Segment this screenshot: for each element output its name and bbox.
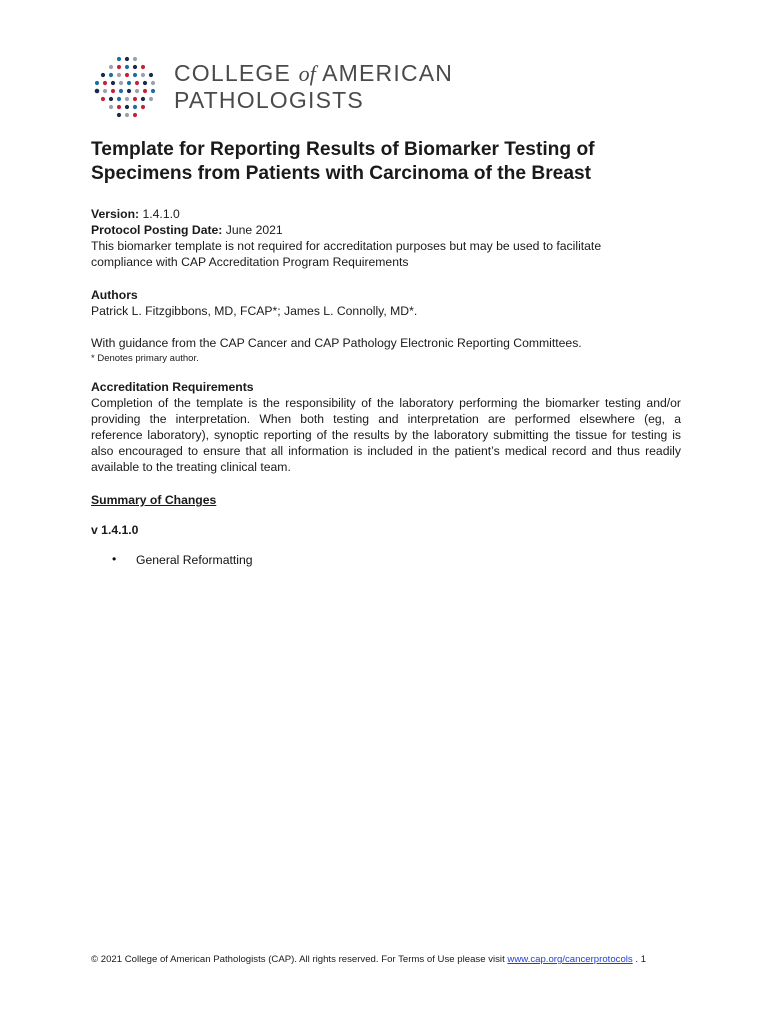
posting-date-value: June 2021 [225, 223, 283, 237]
bullet-item: General Reformatting [136, 553, 253, 567]
authors-text: Patrick L. Fitzgibbons, MD, FCAP*; James L. Connolly, MD*. [91, 304, 418, 318]
page-footer [91, 953, 691, 966]
template-note-line-1: This biomarker template is not required for accreditation purposes but may be used to facilitate [91, 239, 602, 253]
cap-logo-dots-icon [94, 56, 160, 118]
summary-of-changes-heading: Summary of Changes [91, 493, 217, 507]
document-title [91, 138, 691, 186]
accreditation-line: providing the interpretation. When both testing and interpretation are performed elsewhere (eg, a [91, 412, 681, 426]
version-value: 1.4.1.0 [142, 207, 180, 221]
accreditation-heading: Accreditation Requirements [91, 380, 254, 394]
version-label: Version: [91, 207, 140, 221]
bullet-icon: • [112, 552, 117, 566]
posting-date-line [91, 222, 283, 238]
title-line-1: Template for Reporting Results of Biomarker Testing of [91, 139, 595, 160]
cancer-protocols-link[interactable]: www.cap.org/cancerprotocols [507, 954, 633, 965]
primary-author-note: * Denotes primary author. [91, 353, 199, 364]
cap-logo-wordmark [174, 60, 453, 113]
version-changes-heading: v 1.4.1.0 [91, 523, 139, 537]
cap-logo [94, 56, 474, 118]
logo-word-college: COLLEGE [174, 60, 292, 86]
logo-word-of: of [298, 61, 316, 86]
title-line-2: Specimens from Patients with Carcinoma of the Breast [91, 163, 592, 184]
footer-page-number: . 1 [635, 954, 647, 965]
accreditation-line: available to the treating clinical team. [91, 460, 291, 474]
accreditation-paragraph [91, 395, 681, 475]
accreditation-line: reference laboratory), synoptic reporting of the results by the laboratory submitting the tissue for testing is [91, 428, 681, 442]
posting-date-label: Protocol Posting Date: [91, 223, 223, 237]
authors-heading: Authors [91, 288, 138, 302]
accreditation-line: Completion of the template is the responsibility of the laboratory performing the biomarker testing and/or [91, 396, 681, 410]
guidance-text: With guidance from the CAP Cancer and CAP Pathology Electronic Reporting Committees. [91, 336, 582, 350]
logo-line-2: PATHOLOGISTS [174, 87, 364, 113]
logo-word-american: AMERICAN [322, 60, 454, 86]
footer-text: © 2021 College of American Pathologists (CAP). All rights reserved. For Terms of Use please visit [91, 954, 505, 965]
version-line [91, 206, 180, 222]
accreditation-line: also encouraged to ensure that all information is included in the patient’s medical record and thus readily [91, 444, 681, 458]
template-note-line-2: compliance with CAP Accreditation Program Requirements [91, 255, 409, 269]
logo-line-1 [174, 60, 453, 87]
